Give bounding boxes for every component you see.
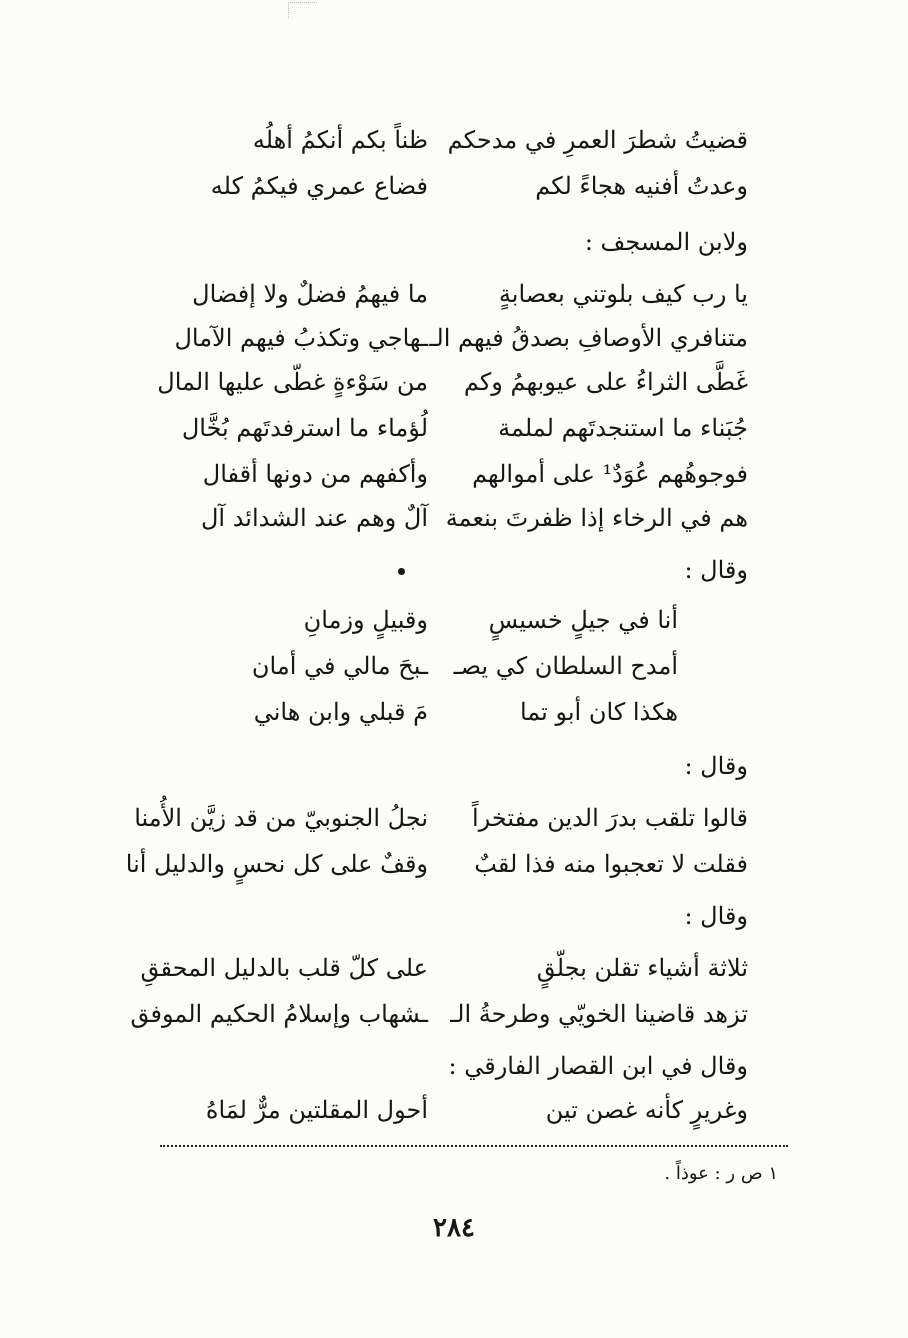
verse-left-hemistich: لُؤماء ما استرفدتَهم بُخَّال — [181, 414, 428, 442]
verse-right-hemistich: فقلت لا تعجبوا منه فذا لقبٌ — [474, 850, 748, 878]
verse-left-hemistich: وقبيلٍ وزمانِ — [303, 606, 428, 634]
verse-left-hemistich: من سَوْءةٍ غطّى عليها المال — [157, 368, 428, 396]
verse-left-hemistich: على كلّ قلب بالدليل المحققِ — [140, 954, 428, 982]
verse-right-hemistich: غَطَّى الثراءُ على عيوبهمُ وكم — [463, 368, 748, 396]
verse-right-hemistich: جُبَناء ما استنجدتَهم لملمة — [498, 414, 748, 442]
verse-left-hemistich: ـبحَ مالي في أمان — [251, 652, 428, 680]
footnote: ١ ص ر : عوذاً . — [664, 1163, 778, 1184]
ornament-dot — [398, 568, 405, 575]
poem-heading: وقال : — [684, 752, 748, 780]
verse-right-hemistich: وعدتُ أفنيه هجاءً لكم — [535, 172, 748, 200]
verse-left-hemistich: نجلُ الجنوبيّ من قد زيَّن الأُمنا — [134, 804, 428, 832]
verse-right-hemistich: يا رب كيف بلوتني بعصابةٍ — [498, 280, 748, 308]
verse-left-hemistich: ـشهاب وإسلامُ الحكيم الموفق — [130, 1000, 428, 1028]
page-number: ٢٨٤ — [433, 1213, 475, 1243]
poem-heading: وقال في ابن القصار الفارقي : — [448, 1052, 748, 1080]
poem-heading: ولابن المسجف : — [584, 228, 748, 256]
verse-left-hemistich: وقفٌ على كل نحسٍ والدليل أنا — [125, 850, 428, 878]
verse-left-hemistich: مَ قبلي وابن هاني — [253, 698, 428, 726]
verse-right-hemistich: وغريرٍ كأنه غصن تين — [545, 1096, 748, 1124]
verse-left-hemistich: ما فيهمُ فضلٌ ولا إفضال — [192, 280, 428, 308]
verse-right-hemistich: ثلاثة أشياء تقلن بجلّقٍ — [536, 954, 748, 982]
verse-left-hemistich: أحول المقلتين مرٌّ لمَاهُ — [205, 1096, 428, 1124]
verse-left-hemistich: ظناً بكم أنكمُ أهلُه — [252, 126, 428, 154]
verse-right-hemistich: تزهد قاضينا الخويّي وطرحةُ الـ — [450, 1000, 748, 1028]
poem-heading: وقال : — [684, 902, 748, 930]
verse-right-hemistich: أنا في جيلٍ خسيسٍ — [488, 606, 678, 634]
verse-left-hemistich: فضاع عمري فيكمُ كله — [210, 172, 428, 200]
verse-right-hemistich: فوجوهُهم عُوَدٌ¹ على أموالهم — [472, 460, 748, 488]
verse-right-hemistich: قضيتُ شطرَ العمرِ في مدحكم — [447, 126, 748, 154]
verse-right-hemistich: قالوا تلقب بدرَ الدين مفتخراً — [471, 804, 748, 832]
verse-right-hemistich: أمدح السلطان كي يصـ — [453, 652, 678, 680]
verse-right-hemistich: هم في الرخاء إذا ظفرتَ بنعمة — [445, 504, 748, 532]
verse-right-hemistich: متنافري الأوصافِ بصدقُ فيهم الـ — [429, 324, 748, 352]
verse-right-hemistich: هكذا كان أبو تما — [519, 698, 678, 726]
verse-left-hemistich: وأكفهم من دونها أقفال — [202, 460, 428, 488]
verse-left-hemistich: آلٌ وهم عند الشدائد آل — [200, 504, 428, 532]
poem-heading: وقال : — [684, 556, 748, 584]
verse-left-hemistich: ـهاجي وتكذبُ فيهم الآمال — [174, 324, 428, 352]
footnote-separator — [160, 1145, 788, 1147]
scan-artifact — [288, 2, 317, 19]
